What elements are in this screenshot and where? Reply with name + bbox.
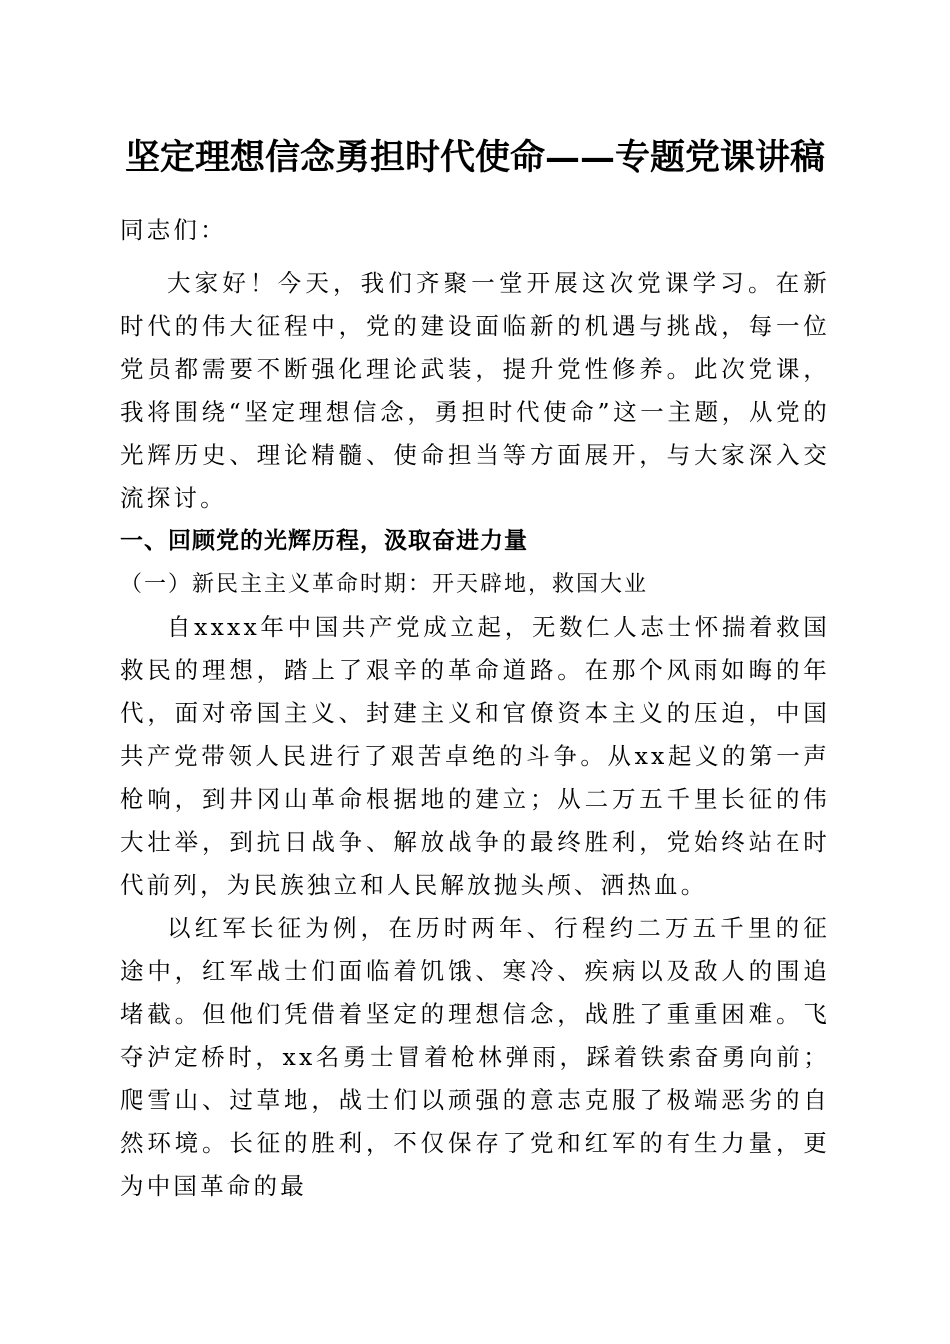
document-title: 坚定理想信念勇担时代使命——专题党课讲稿 (124, 137, 825, 178)
subsection-heading-1: （一）新民主主义革命时期：开天辟地，救国大业 (120, 572, 649, 597)
greeting: 同志们： (120, 216, 227, 244)
body-paragraph-2: 以红军长征为例，在历时两年、行程约二万五千里的征途中，红军战士们面临着饥饿、寒冷、疾病以及敌人的围追堵截。但他们凭借着坚定的理想信念，战胜了重重困难。飞夺泸定桥时，xx名勇士冒着枪林弹雨，踩着铁索奋勇向前；爬雪山、过草地，战士们以顽强的意志克服了极端恶劣的自然环境。长征的胜利，不仅保存了党和红军的有生力量，更为中国革命的最 (120, 914, 830, 1200)
section-heading-1: 一、回顾党的光辉历程，汲取奋进力量 (120, 528, 528, 554)
intro-paragraph: 大家好！今天，我们齐聚一堂开展这次党课学习。在新时代的伟大征程中，党的建设面临新的机遇与挑战，每一位党员都需要不断强化理论武装，提升党性修养。此次党课，我将围绕“坚定理想信念，勇担时代使命”这一主题，从党的光辉历史、理论精髓、使命担当等方面展开，与大家深入交流探讨。 (120, 269, 830, 512)
document-body (120, 209, 830, 1208)
body-paragraph-1: 自xxxx年中国共产党成立起，无数仁人志士怀揣着救国救民的理想，踏上了艰辛的革命道路。在那个风雨如晦的年代，面对帝国主义、封建主义和官僚资本主义的压迫，中国共产党带领人民进行了艰苦卓绝的斗争。从xx起义的第一声枪响，到井冈山革命根据地的建立；从二万五千里长征的伟大壮举，到抗日战争、解放战争的最终胜利，党始终站在时代前列，为民族独立和人民解放抛头颅、洒热血。 (120, 613, 830, 899)
